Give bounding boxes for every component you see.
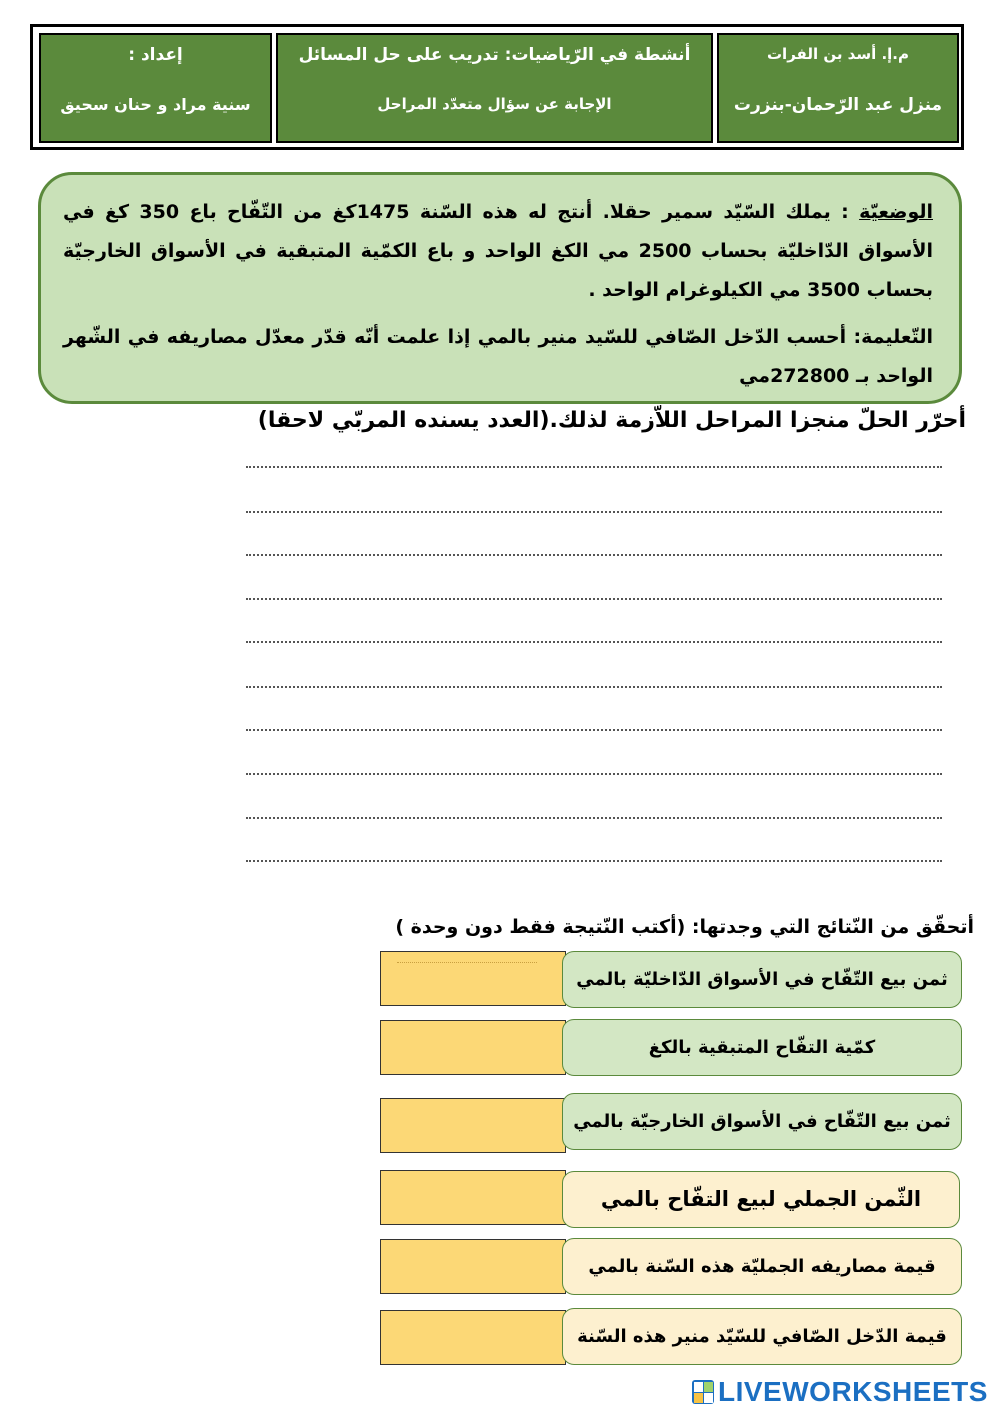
task-text: التّعليمة: أحسب الدّخل الصّافي للسّيد منير بالمي إذا علمت أنّه قدّر معدّل مصاريفه في الشّهر الواحد بـ 272800مي (63, 326, 933, 387)
result-label-3: ثمن بيع التّفّاح في الأسواق الخارجيّة بالمي (562, 1093, 962, 1150)
answer-box-3[interactable] (380, 1098, 566, 1153)
result-label-5: قيمة مصاريفه الجمليّة هذه السّنة بالمي (562, 1238, 962, 1295)
author-label: إعداد : (128, 45, 183, 65)
brand-name: LIVEWORKSHEETS (718, 1376, 988, 1407)
answer-line[interactable] (246, 511, 942, 513)
worksheet-subtitle: الإجابة عن سؤال متعدّد المراحل (377, 95, 612, 113)
instruction-heading: أحرّر الحلّ منجزا المراحل اللاّزمة لذلك.(العدد يسنده المربّي لاحقا) (257, 408, 966, 433)
result-label-1: ثمن بيع التّفّاح في الأسواق الدّاخليّة بالمي (562, 951, 962, 1008)
answer-line[interactable] (246, 773, 942, 775)
result-label-6: قيمة الدّخل الصّافي للسّيّد منير هذه السّنة (562, 1308, 962, 1365)
liveworksheets-icon (692, 1380, 714, 1404)
answer-line[interactable] (246, 466, 942, 468)
answer-line[interactable] (246, 598, 942, 600)
header-school-cell (717, 33, 959, 143)
result-label-2: كمّية التفّاح المتبقية بالكغ (562, 1019, 962, 1076)
answer-box-1[interactable] (380, 951, 566, 1006)
result-label-4: الثّمن الجملي لبيع التفّاح بالمي (562, 1171, 960, 1228)
check-results-heading: أتحقّق من النّتائج التي وجدتها: (أكتب النّتيجة فقط دون وحدة ) (395, 916, 974, 938)
answer-box-2[interactable] (380, 1020, 566, 1075)
situation-label: الوضعيّة (859, 201, 933, 223)
author-names: سنية مراد و حنان سحيق (60, 95, 251, 114)
answer-line[interactable] (246, 686, 942, 688)
header-author-cell (39, 33, 272, 143)
liveworksheets-logo (692, 1378, 992, 1408)
answer-line[interactable] (246, 860, 942, 862)
dotted-placeholder (397, 962, 537, 963)
school-name: م.إ. أسد بن الفرات (766, 45, 909, 63)
answer-box-4[interactable] (380, 1170, 566, 1225)
header-table (30, 24, 964, 150)
answer-line[interactable] (246, 817, 942, 819)
situation-paragraph (63, 193, 933, 310)
answer-box-5[interactable] (380, 1239, 566, 1294)
situation-text: : يملك السّيّد سمير حقلا. أنتج له هذه السّنة 1475كغ من التّفّاح باع 350 كغ في الأسواق الدّاخليّة بحساب 2500 مي الكغ الواحد و باع الكمّية المتبقية في الأسواق الخارجيّة بحساب 3500 مي الكيلوغرام الواحد . (63, 201, 933, 301)
header-title-cell (276, 33, 713, 143)
answer-line[interactable] (246, 729, 942, 731)
school-location: منزل عبد الرّحمان-بنزرت (733, 95, 943, 115)
answer-line[interactable] (246, 554, 942, 556)
answer-line[interactable] (246, 641, 942, 643)
answer-box-6[interactable] (380, 1310, 566, 1365)
situation-box (38, 172, 962, 404)
worksheet-title: أنشطة في الرّياضيات: تدريب على حل المسائل (298, 45, 691, 65)
